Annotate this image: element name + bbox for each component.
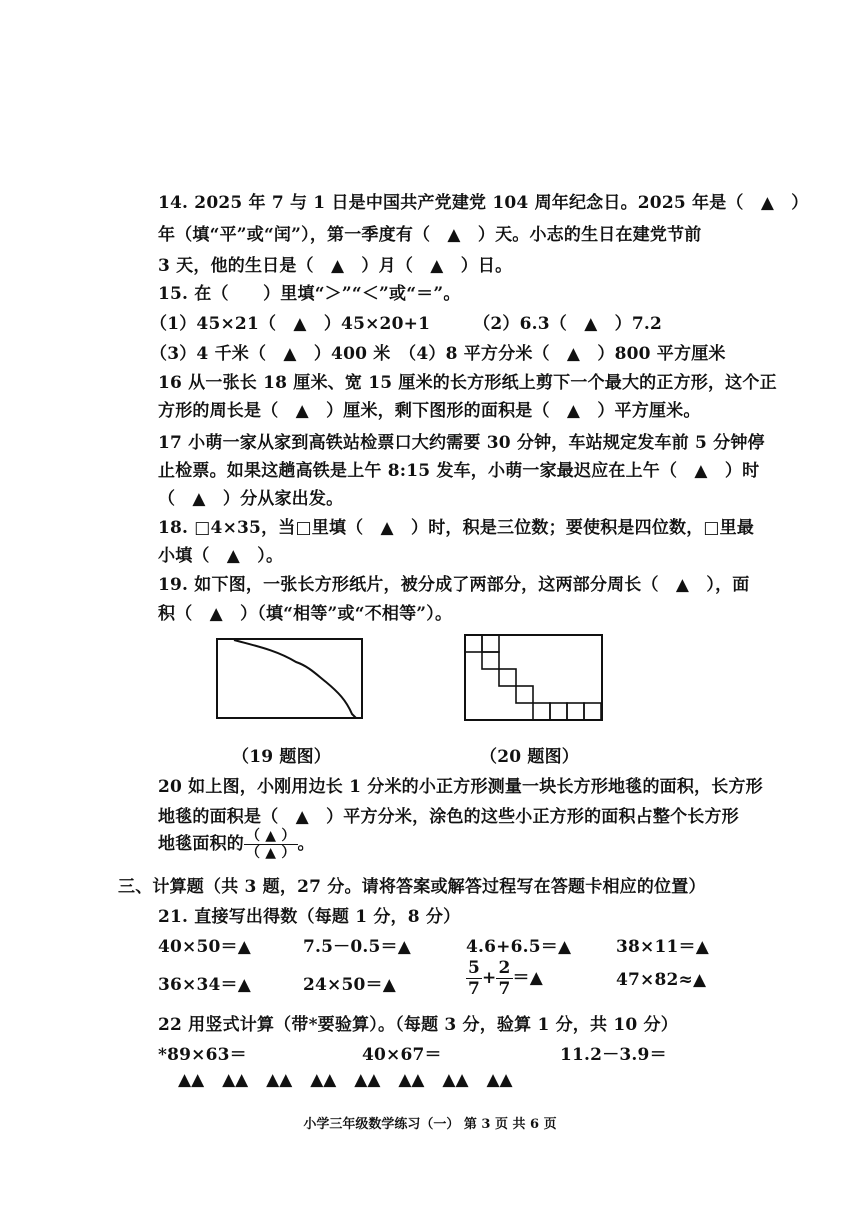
q17-line3: （ ▲ ）分从家出发。 [158,489,344,509]
q21-frac-1 [466,958,482,999]
q18-line1: 18. □4×35，当□里填（ ▲ ）时，积是三位数；要使积是四位数，□里最 [158,518,755,538]
page-footer: 小学三年级数学练习（一） 第 3 页 共 6 页 [303,1117,557,1132]
q21-frac-1-num: 5 [468,958,481,978]
q21-frac-2-num: 2 [498,958,511,978]
q20-line2: 地毯的面积是（ ▲ ）平方分米，涂色的这些小正方形的面积占整个长方形 [158,807,739,827]
q21-eq: ＝▲ [512,968,543,988]
q16-line1: 16 从一张长 18 厘米、宽 15 厘米的长方形纸上剪下一个最大的正方形，这个正 [158,373,777,393]
q21-r2-c [466,958,543,999]
q14-line3: 3 天，他的生日是（ ▲ ）月（ ▲ ）日。 [158,256,513,276]
q21-r1-b: 7.5－0.5＝▲ [303,937,412,957]
q22-item-1: *89×63＝ [158,1045,247,1065]
q20-line3 [158,828,315,861]
q21-frac-2-den: 7 [498,979,511,999]
q15-line3: （3）4 千米（ ▲ ）400 米 （4）8 平方分米（ ▲ ）800 平方厘米 [150,344,726,364]
q22-title: 22 用竖式计算（带*要验算）。（每题 3 分，验算 1 分，共 10 分） [158,1015,678,1035]
q16-line2: 方形的周长是（ ▲ ）厘米，剩下图形的面积是（ ▲ ）平方厘米。 [158,401,701,421]
q21-r2-b: 24×50＝▲ [303,975,397,995]
q15-line2: （1）45×21（ ▲ ）45×20+1 （2）6.3（ ▲ ）7.2 [150,314,663,334]
q14-line1: 14. 2025 年 7 与 1 日是中国共产党建党 104 周年纪念日。2025 年是（ ▲ ） [158,193,809,213]
section3-heading: 三、计算题（共 3 题，27 分。请将答案或解答过程写在答题卡相应的位置） [118,877,706,897]
q21-r2-a: 36×34＝▲ [158,975,252,995]
q22-answer-triangles: ▲▲ ▲▲ ▲▲ ▲▲ ▲▲ ▲▲ ▲▲ ▲▲ [178,1070,513,1090]
q14-line2: 年（填“平”或“闰”），第一季度有（ ▲ ）天。小志的生日在建党节前 [158,225,702,245]
q22-item-2: 40×67＝ [362,1045,442,1065]
figure-19-rectangle [216,638,364,720]
q21-r1-a: 40×50＝▲ [158,937,252,957]
q20-fraction-numerator: （ ▲ ） [246,828,296,844]
q20-fraction [244,828,298,861]
q21-r1-c: 4.6+6.5＝▲ [466,937,572,957]
figure-20-caption: （20 题图） [480,747,579,767]
q20-line3-suffix: 。 [297,834,315,854]
figure-19-caption: （19 题图） [232,747,331,767]
q20-fraction-denominator: （ ▲ ） [246,845,296,861]
q20-line1: 20 如上图，小刚用边长 1 分米的小正方形测量一块长方形地毯的面积，长方形 [158,777,763,797]
q21-title: 21. 直接写出得数（每题 1 分，8 分） [158,907,461,927]
q17-line1: 17 小萌一家从家到高铁站检票口大约需要 30 分钟，车站规定发车前 5 分钟停 [158,433,765,453]
q20-line3-prefix: 地毯面积的 [158,834,244,854]
q21-r2-d: 47×82≈▲ [616,970,707,990]
q18-line2: 小填（ ▲ ）。 [158,546,284,566]
q22-item-3: 11.2－3.9＝ [560,1045,667,1065]
q21-frac-1-den: 7 [468,979,481,999]
q21-plus: + [482,968,497,988]
q19-line1: 19. 如下图，一张长方形纸片，被分成了两部分，这两部分周长（ ▲ ），面 [158,575,750,595]
figure-20-grid [464,634,604,722]
q17-line2: 止检票。如果这趟高铁是上午 8:15 发车，小萌一家最迟应在上午（ ▲ ）时 [158,461,760,481]
q15-line1: 15. 在（ ）里填“＞”“＜”或“＝”。 [158,284,461,304]
q21-frac-2 [496,958,512,999]
q19-line2: 积（ ▲ ）（填“相等”或“不相等”）。 [158,604,453,624]
q21-r1-d: 38×11＝▲ [616,937,710,957]
